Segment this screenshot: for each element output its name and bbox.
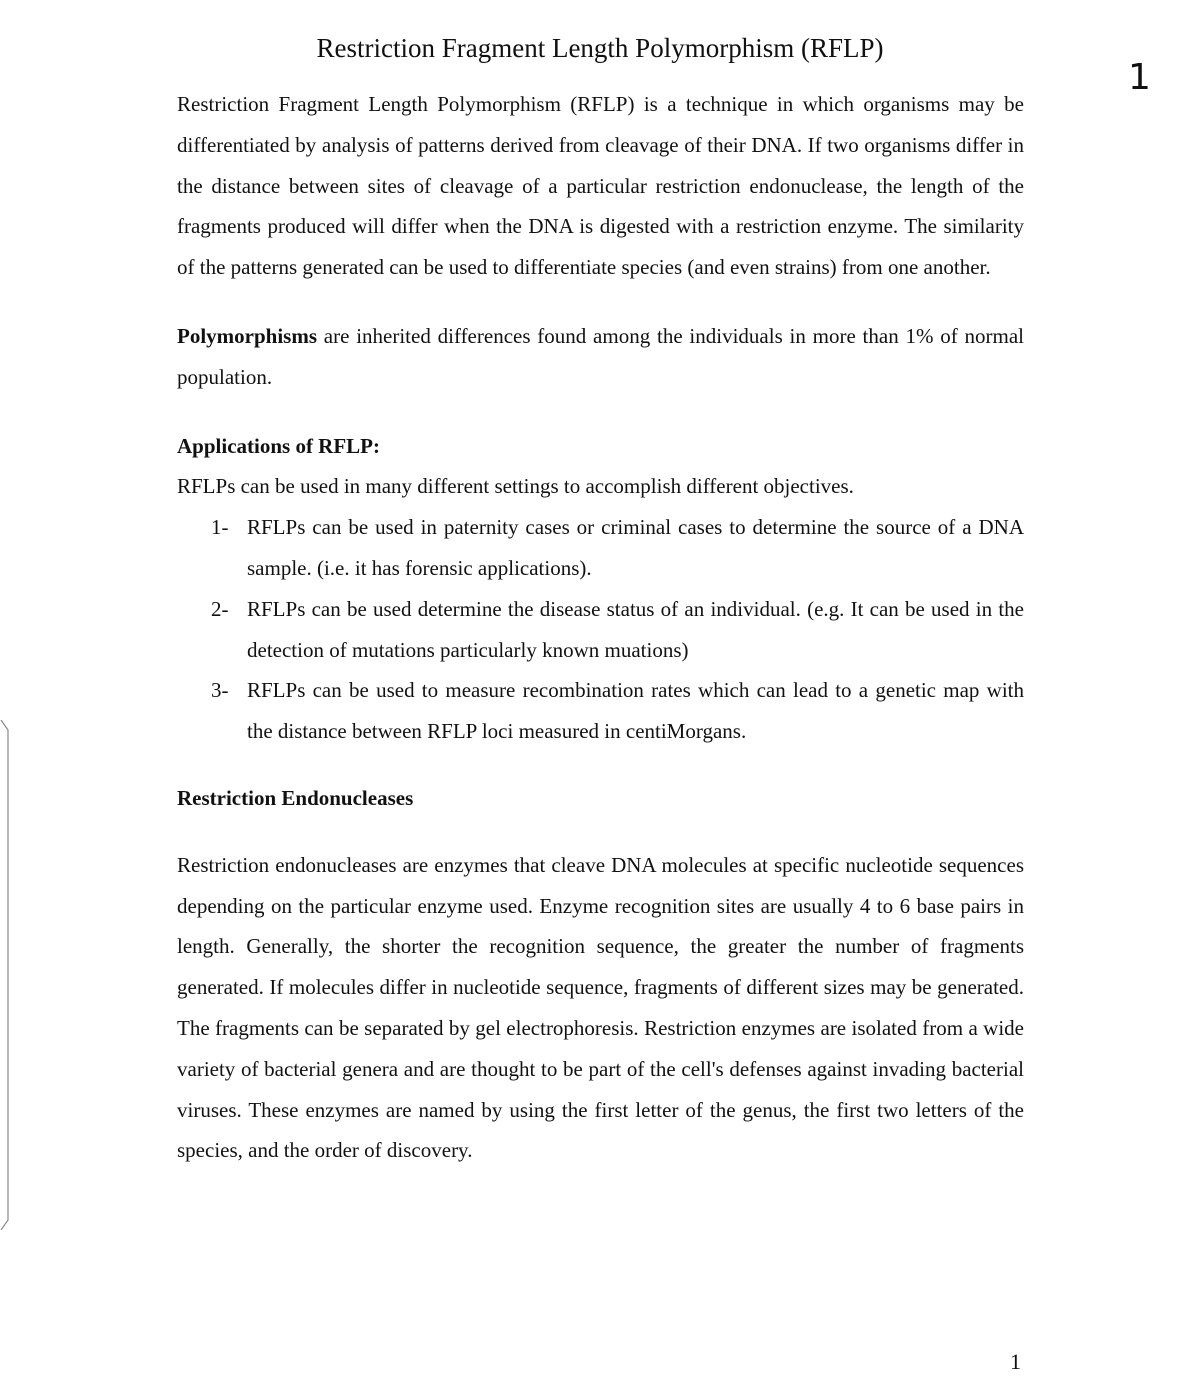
list-item-text: RFLPs can be used determine the disease status of an individual. (e.g. It can be used in the detection of mutations particularly known muations) bbox=[247, 596, 1024, 662]
list-item bbox=[177, 507, 1024, 589]
margin-bracket-mark bbox=[0, 720, 12, 1230]
applications-list bbox=[177, 507, 1024, 752]
polymorphisms-definition: are inherited differences found among the individuals in more than 1% of normal population. bbox=[177, 323, 1024, 389]
document-body bbox=[177, 84, 1024, 1171]
list-item bbox=[177, 589, 1024, 671]
list-item-number: 2- bbox=[211, 596, 229, 621]
restriction-endonucleases-heading: Restriction Endonucleases bbox=[177, 785, 414, 810]
applications-lead: RFLPs can be used in many different settings to accomplish different objectives. bbox=[177, 474, 854, 499]
page-title: Restriction Fragment Length Polymorphism (RFLP) bbox=[316, 33, 884, 63]
restriction-endonucleases-paragraph: Restriction endonucleases are enzymes that cleave DNA molecules at specific nucleotide sequences depending on the particular enzyme used. Enzyme recognition sites are usually 4 to 6 base pairs in length. Generally, the shorter the recognition sequence, the greater the number of fragments generated. If molecules differ in nucleotide sequence, fragments of different sizes may be generated. The fragments can be separated by gel electrophoresis. Restriction enzymes are isolated from a wide variety of bacterial genera and are thought to be part of the cell's defenses against invading bacterial viruses. These enzymes are named by using the first letter of the genus, the first two letters of the species, and the order of discovery. bbox=[177, 852, 1024, 1163]
list-item-text: RFLPs can be used in paternity cases or criminal cases to determine the source of a DNA sample. (i.e. it has forensic applications). bbox=[247, 515, 1024, 580]
list-item bbox=[177, 670, 1024, 752]
list-item-number: 1- bbox=[211, 515, 229, 540]
polymorphisms-term: Polymorphisms bbox=[177, 323, 318, 348]
polymorphisms-paragraph bbox=[177, 316, 1024, 398]
list-item-text: RFLPs can be used to measure recombination rates which can lead to a genetic map with the distance between RFLP loci measured in centiMorgans. bbox=[247, 678, 1024, 744]
applications-heading: Applications of RFLP: bbox=[177, 433, 381, 458]
list-item-number: 3- bbox=[211, 678, 229, 703]
intro-paragraph: Restriction Fragment Length Polymorphism (RFLP) is a technique in which organisms may be differentiated by analysis of patterns derived from cleavage of their DNA. If two organisms differ in the distance between sites of cleavage of a particular restriction endonuclease, the length of the fragments produced will differ when the DNA is digested with a restriction enzyme. The similarity of the patterns generated can be used to differentiate species (and even strains) from one another. bbox=[177, 92, 1024, 280]
footer-page-number: 1 bbox=[1010, 1349, 1021, 1374]
corner-page-number: 1 bbox=[1128, 57, 1151, 98]
